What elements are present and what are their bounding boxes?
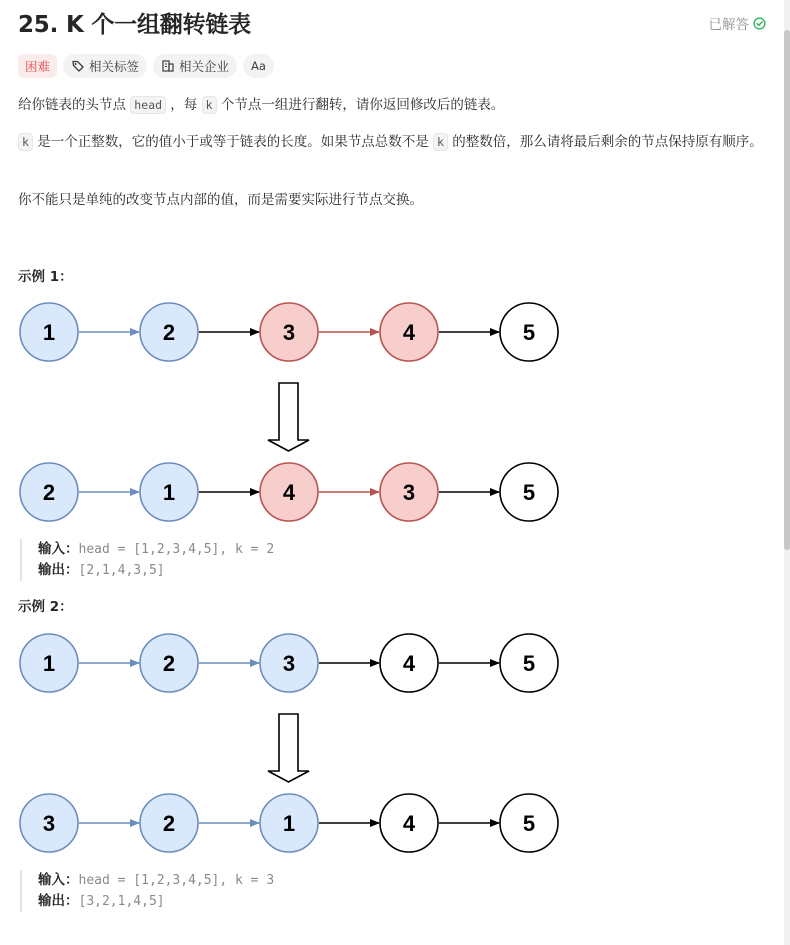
tag-icon (71, 59, 85, 73)
desc-text: 是一个正整数，它的值小于或等于链表的长度。如果节点总数不是 (32, 134, 434, 150)
font-size-button[interactable] (243, 54, 274, 78)
related-companies-label: 相关企业 (179, 59, 230, 74)
problem-title: 25. K 个一组翻转链表 (18, 12, 251, 38)
tag-bar (18, 54, 274, 78)
desc-text: ，每 (166, 97, 202, 113)
node-value: 1 (42, 320, 56, 345)
node-value: 2 (162, 811, 176, 836)
node-value: 4 (282, 480, 296, 505)
font-size-icon: Aa (251, 59, 266, 73)
node-value: 5 (522, 480, 536, 505)
scrollbar-thumb[interactable] (784, 30, 790, 550)
inline-code: head (130, 96, 166, 114)
desc-text: 的整数倍，那么请将最后剩余的节点保持原有顺序。 (447, 134, 763, 150)
example-2-title: 示例 2： (18, 599, 73, 615)
node-value: 5 (522, 651, 536, 676)
example-1-input (38, 539, 274, 560)
scrollbar-track[interactable] (784, 0, 790, 945)
difficulty-label: 困难 (25, 59, 51, 74)
building-icon (161, 59, 175, 73)
example-1-title: 示例 1： (18, 269, 73, 285)
input-label: 输入： (38, 541, 79, 557)
inline-code: k (202, 96, 217, 114)
example-2-input (38, 870, 274, 891)
transform-arrow-icon (268, 383, 309, 451)
related-tags-label: 相关标签 (89, 59, 140, 74)
node-value: 4 (402, 811, 416, 836)
node-value: 1 (282, 811, 296, 836)
example-1-output (38, 560, 274, 581)
node-value: 3 (402, 480, 416, 505)
node-value: 3 (42, 811, 56, 836)
node-value: 3 (282, 651, 296, 676)
description-paragraph-2 (18, 131, 763, 153)
input-label: 输入： (38, 872, 79, 888)
input-value: head = [1,2,3,4,5], k = 2 (78, 542, 275, 557)
node-value: 2 (162, 651, 176, 676)
node-value: 5 (522, 811, 536, 836)
inline-code: k (18, 133, 33, 151)
transform-arrow-icon (268, 714, 309, 782)
node-value: 4 (402, 651, 416, 676)
node-value: 4 (402, 320, 416, 345)
example-2-diagram (0, 623, 580, 863)
example-1-diagram (0, 292, 580, 532)
node-value: 3 (282, 320, 296, 345)
desc-text: 个节点一组进行翻转，请你返回修改后的链表。 (216, 97, 505, 113)
solved-label: 已解答 (708, 17, 749, 33)
output-label: 输出： (38, 562, 79, 578)
output-value: [2,1,4,3,5] (78, 563, 165, 578)
check-circle-icon (753, 17, 766, 30)
desc-text: 给你链表的头节点 (18, 97, 131, 113)
node-value: 2 (162, 320, 176, 345)
input-value: head = [1,2,3,4,5], k = 3 (78, 873, 275, 888)
difficulty-badge (18, 54, 57, 78)
related-companies-button[interactable] (153, 54, 237, 78)
output-value: [3,2,1,4,5] (78, 894, 165, 909)
node-value: 5 (522, 320, 536, 345)
description-paragraph-3: 你不能只是单纯的改变节点内部的值，而是需要实际进行节点交换。 (18, 192, 423, 208)
related-tags-button[interactable] (63, 54, 147, 78)
output-label: 输出： (38, 893, 79, 909)
node-value: 1 (162, 480, 176, 505)
node-value: 2 (42, 480, 56, 505)
node-value: 1 (42, 651, 56, 676)
inline-code: k (433, 133, 448, 151)
solved-status[interactable] (709, 13, 767, 33)
description-paragraph-1 (18, 94, 763, 116)
example-2-output (38, 891, 274, 912)
example-1-io (20, 539, 274, 581)
example-2-io (20, 870, 274, 912)
